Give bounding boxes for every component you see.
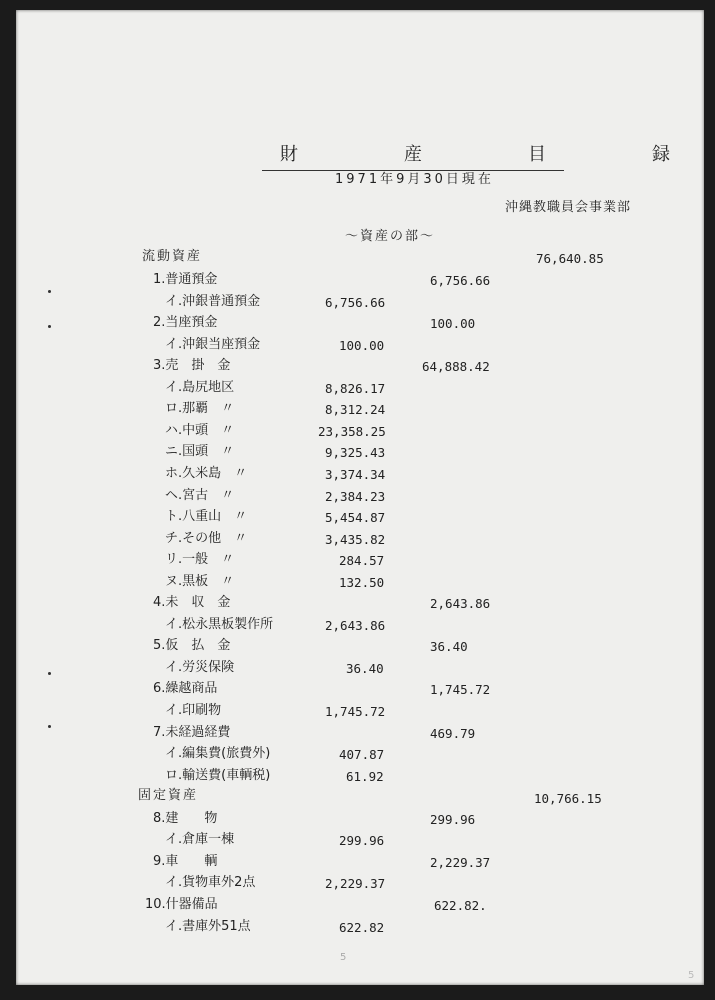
organization-name: 沖縄教職員会事業部 — [505, 200, 632, 215]
item-value: 6,756.66 — [325, 294, 386, 310]
group-label: 4.未 収 金 — [153, 595, 231, 611]
section-heading: ～資産の部～ — [345, 229, 436, 244]
group-total: 1,745.72 — [430, 682, 491, 698]
group-total: 299.96 — [430, 811, 476, 827]
margin-dot — [48, 325, 51, 328]
item-label: ロ.那覇 〃 — [165, 401, 235, 417]
item-label: イ.編集費(旅費外) — [165, 746, 271, 762]
group-total: 6,756.66 — [430, 273, 491, 288]
margin-dot — [48, 725, 51, 728]
item-value: 407.87 — [339, 747, 385, 763]
group-label: 10.什器備品 — [145, 896, 218, 912]
item-label: チ.その他 〃 — [165, 530, 248, 546]
item-value: 100.00 — [339, 337, 385, 353]
item-value: 299.96 — [339, 833, 385, 849]
item-value: 3,435.82 — [325, 531, 386, 547]
item-value: 622.82 — [339, 919, 385, 935]
item-label: リ.一般 〃 — [165, 552, 235, 568]
item-value: 8,312.24 — [325, 402, 386, 418]
item-label: イ.貨物車外2点 — [165, 875, 256, 891]
group-total: 36.40 — [430, 639, 468, 655]
group-total: 2,643.86 — [430, 596, 491, 612]
current-assets-total: 76,640.85 — [536, 251, 604, 266]
item-value: 36.40 — [346, 660, 384, 676]
item-value: 284.57 — [339, 553, 385, 569]
group-label: 3.売 掛 金 — [153, 358, 231, 374]
item-label: イ.倉庫一棟 — [165, 832, 235, 848]
document-title: 財 産 目 録 — [280, 144, 714, 165]
item-label: イ.書庫外51点 — [165, 918, 251, 934]
item-label: イ.印刷物 — [165, 703, 222, 718]
fixed-assets-total: 10,766.15 — [534, 791, 602, 806]
item-value: 132.50 — [339, 574, 385, 590]
item-value: 8,826.17 — [325, 380, 386, 396]
item-value: 2,229.37 — [325, 876, 386, 892]
item-label: ト.八重山 〃 — [165, 509, 248, 525]
item-label: ヌ.黒板 〃 — [165, 573, 235, 589]
item-label: イ.島尻地区 — [165, 379, 235, 395]
group-total: 64,888.42 — [422, 359, 490, 375]
group-total: 2,229.37 — [430, 854, 491, 870]
item-label: ハ.中頭 〃 — [165, 422, 235, 438]
item-value: 61.92 — [346, 768, 384, 784]
item-value: 3,374.34 — [325, 466, 386, 482]
page-mark: 5 — [340, 952, 347, 963]
item-label: ヘ.宮古 〃 — [165, 487, 235, 503]
item-label: ニ.国頭 〃 — [165, 444, 235, 460]
item-label: ホ.久米島 〃 — [165, 465, 248, 481]
fixed-assets-label: 固定資産 — [138, 788, 199, 803]
item-label: イ.松永黒板製作所 — [165, 616, 274, 632]
document-date: 1971年9月30日現在 — [335, 172, 494, 187]
group-total: 100.00 — [430, 316, 476, 332]
group-total: 622.82. — [434, 897, 487, 913]
group-label: 6.繰越商品 — [153, 681, 218, 697]
item-label: ロ.輸送費(車輌税) — [165, 767, 271, 783]
group-label: 2.当座預金 — [153, 315, 218, 331]
margin-dot — [48, 290, 51, 293]
item-value: 2,384.23 — [325, 488, 386, 504]
group-label: 8.建 物 — [153, 810, 218, 826]
item-value: 2,643.86 — [325, 617, 386, 633]
item-label: イ.労災保険 — [165, 659, 235, 675]
group-label: 9.車 輌 — [153, 853, 218, 869]
group-label: 7.未経過経費 — [153, 724, 231, 740]
corner-page-number: 5 — [688, 970, 695, 981]
group-label: 1.普通預金 — [153, 272, 218, 287]
margin-dot — [48, 672, 51, 675]
group-label: 5.仮 払 金 — [153, 638, 231, 654]
current-assets-label: 流動資産 — [142, 249, 203, 264]
item-label: イ.沖銀当座預金 — [165, 336, 261, 352]
item-value: 1,745.72 — [325, 704, 386, 719]
item-value: 9,325.43 — [325, 445, 386, 461]
item-label: イ.沖銀普通預金 — [165, 293, 261, 309]
title-underline — [262, 170, 564, 171]
item-value: 5,454.87 — [325, 510, 386, 526]
item-value: 23,358.25 — [318, 423, 386, 439]
group-total: 469.79 — [430, 725, 476, 741]
